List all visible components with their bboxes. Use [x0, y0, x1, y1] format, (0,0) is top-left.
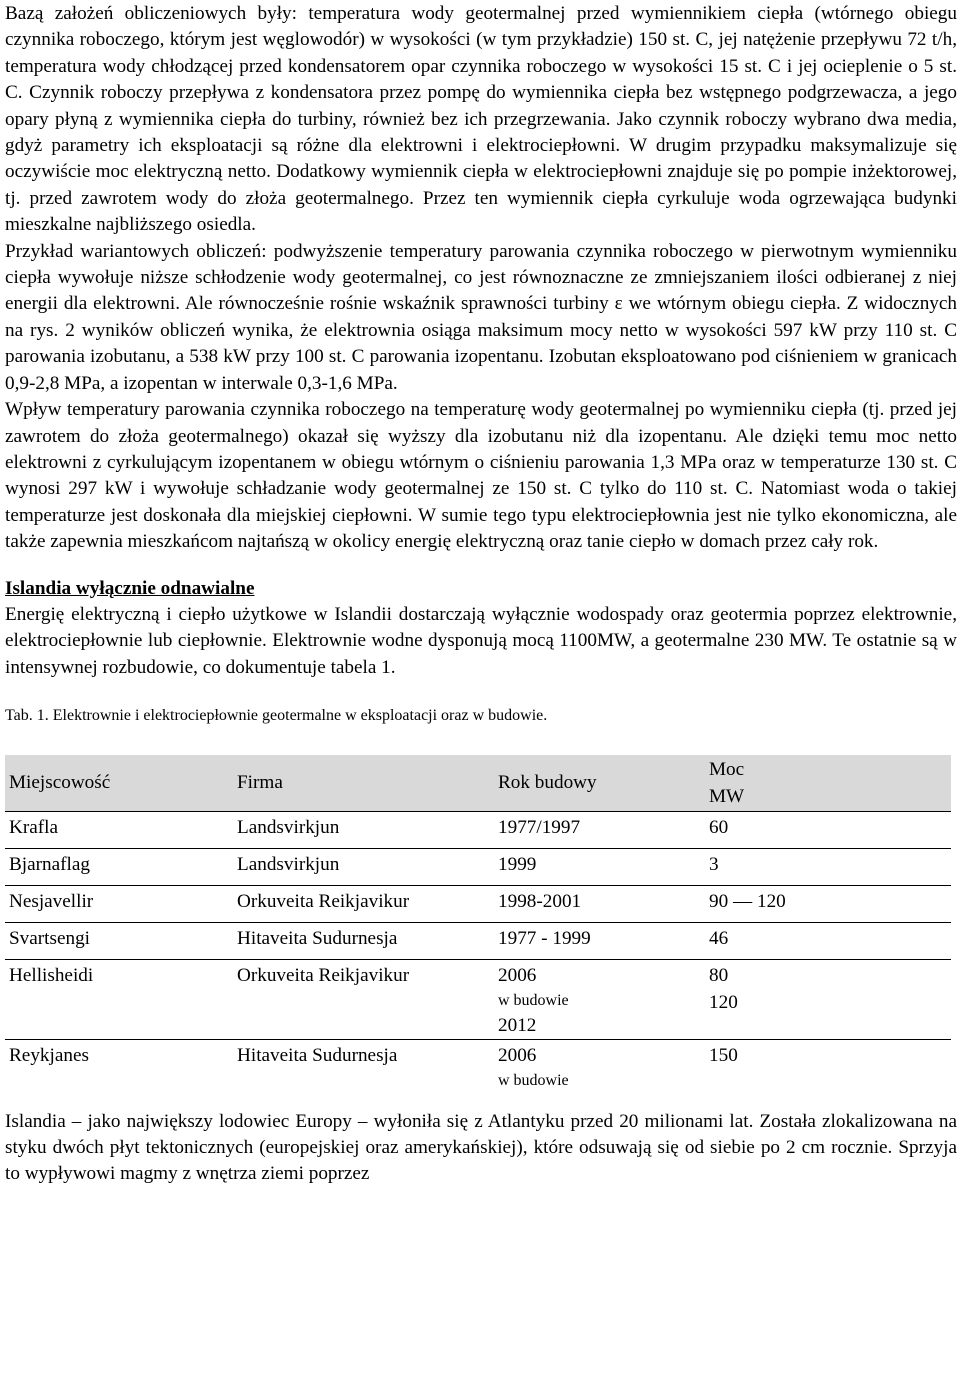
cell-rok-note: w budowie — [498, 1071, 569, 1089]
cell-rok-value: 2006 — [498, 964, 537, 986]
cell-firma: Hitaveita Sudurnesja — [237, 1044, 398, 1066]
table-row — [5, 959, 951, 1039]
cell-moc — [705, 959, 951, 1039]
paragraph-evaporation-temperature-impact: Wpływ temperatury parowania czynnika roboczego na temperaturę wody geotermalnej po wymienniku ciepła (tj. przed jej zawrotem do złoża geotermalnego) okazał się wyższy dla izobutanu niż dla izopentanu. Ale dzięki temu moc netto elektrowni z cyrkulującym izopentanem w obiegu wtórnym o ciśnieniu parowania 1,3 MPa oraz w temperaturze 130 st. C wynosi 297 kW i wywołuje schładzanie wody geotermalnej ze 150 st. C tylko do 110 st. C. Natomiast woda o takiej temperaturze jest doskonała dla miejskiej ciepłowni. W sumie tego typu elektrociepłownia jest nie tylko ekonomiczna, ale także zapewnia mieszkańcom najtańszą w okolicy energię elektryczną oraz tanie ciepło w domach przez cały rok. — [5, 399, 957, 553]
cell-rok — [494, 1039, 705, 1093]
header-moc — [705, 755, 951, 811]
table-row — [5, 885, 951, 922]
cell-firma: Orkuveita Reikjavikur — [233, 885, 494, 922]
header-moc-label: Moc — [709, 759, 745, 781]
paragraph-calculation-assumptions: Bazą założeń obliczeniowych były: temperatura wody geotermalnej przed wymiennikiem ciepła (wtórnego obiegu czynnika roboczego, którym jest węglowodór) w wysokości (w tym przykładzie) 150 st. C, jej natężenie przepływu 72 t/h, temperatura wody chłodzącej przed kondensatorem opar czynnika roboczego w wysokości 15 st. C i jej ocieplenie o 5 st. C. Czynnik roboczy przepływa z kondensatora przez pompę do wymiennika ciepła bez wstępnego podgrzewacza, a jego opary płyną z wymiennika ciepła do turbiny, również bez ich przegrzewania. Jako czynnik roboczy wybrano dwa media, gdyż parametry ich eksploatacji są różne dla elektrowni i elektrociepłowni. W drugim przypadku maksymalizuje się oczywiście moc elektryczną netto. Dodatkowy wymiennik ciepła w elektrociepłowni znajduje się po pompie inżektorowej, tj. przed zawrotem wody do złoża geotermalnego. Przez ten wymiennik ciepła cyrkuluje woda ogrzewająca budynki mieszkalne najbliższego osiedla. — [5, 3, 957, 236]
header-moc-unit: MW — [709, 786, 745, 808]
table-row — [5, 811, 951, 848]
cell-rok — [494, 959, 705, 1039]
cell-moc: 90 — 120 — [705, 885, 951, 922]
cell-moc-value: 80 — [709, 964, 729, 986]
header-rok-budowy: Rok budowy — [494, 755, 705, 811]
section-iceland — [5, 576, 957, 682]
document-page — [5, 0, 957, 1188]
cell-firma: Hitaveita Sudurnesja — [233, 922, 494, 959]
header-miejscowosc: Miejscowość — [5, 755, 233, 811]
section-heading: Islandia wyłącznie odnawialne — [5, 577, 255, 599]
cell-rok: 1999 — [494, 848, 705, 885]
table-header-row — [5, 755, 951, 811]
cell-firma: Landsvirkjun — [233, 848, 494, 885]
cell-miejscowosc: Svartsengi — [5, 922, 233, 959]
cell-moc: 150 — [709, 1044, 738, 1066]
cell-rok-value: 2006 — [498, 1044, 537, 1066]
cell-rok-note: w budowie — [498, 991, 569, 1009]
cell-moc: 60 — [705, 811, 951, 848]
cell-miejscowosc: Hellisheidi — [5, 959, 233, 1039]
cell-miejscowosc: Krafla — [5, 811, 233, 848]
geothermal-plants-table — [5, 755, 951, 1093]
table-row — [5, 922, 951, 959]
cell-rok-extra: 2012 — [498, 1014, 537, 1036]
header-firma: Firma — [233, 755, 494, 811]
cell-miejscowosc: Reykjanes — [9, 1044, 89, 1066]
cell-moc: 3 — [705, 848, 951, 885]
cell-rok: 1977/1997 — [494, 811, 705, 848]
table-row — [5, 1039, 951, 1093]
cell-miejscowosc: Bjarnaflag — [5, 848, 233, 885]
cell-miejscowosc: Nesjavellir — [5, 885, 233, 922]
cell-moc-extra: 120 — [709, 991, 738, 1013]
paragraph-iceland-geology: Islandia – jako największy lodowiec Europy – wyłoniła się z Atlantyku przed 20 milionami lat. Została zlokalizowana na styku dwóch płyt tektonicznych (europejskiej oraz amerykańskiej), które odsuwają się od siebie po 2 cm rocznie. Sprzyja to wypływowi magmy z wnętrza ziemi poprzez — [5, 1110, 957, 1185]
paragraph-iceland-energy: Energię elektryczną i ciepło użytkowe w Islandii dostarczają wyłącznie wodospady oraz geotermia poprzez elektrownie, elektrociepłownie lub ciepłownie. Elektrownie wodne dysponują mocą 1100MW, a geotermalne 230 MW. Te ostatnie są w intensywnej rozbudowie, co dokumentuje tabela 1. — [5, 603, 957, 678]
paragraph-variant-calculations: Przykład wariantowych obliczeń: podwyższenie temperatury parowania czynnika roboczego w pierwotnym wymienniku ciepła wywołuje niższe schłodzenie wody geotermalnej, co jest równoznaczne ze zmniejszaniem ilości odbieranej z niej energii dla elektrowni. Ale równocześnie rośnie wskaźnik sprawności turbiny ε we wtórnym obiegu ciepła. Z widocznych na rys. 2 wyników obliczeń wynika, że elektrownia osiąga maksimum mocy netto w wysokości 597 kW przy 110 st. C parowania izobutanu, a 538 kW przy 100 st. C parowania izopentanu. Izobutan eksploatowano pod ciśnieniem w granicach 0,9-2,8 MPa, a izopentan w interwale 0,3-1,6 MPa. — [5, 240, 957, 394]
cell-moc: 46 — [705, 922, 951, 959]
cell-firma: Landsvirkjun — [233, 811, 494, 848]
cell-firma: Orkuveita Reikjavikur — [233, 959, 494, 1039]
cell-rok: 1998-2001 — [494, 885, 705, 922]
table-row — [5, 848, 951, 885]
cell-rok: 1977 - 1999 — [494, 922, 705, 959]
table-caption: Tab. 1. Elektrownie i elektrociepłownie geotermalne w eksploatacji oraz w budowie. — [5, 707, 548, 725]
